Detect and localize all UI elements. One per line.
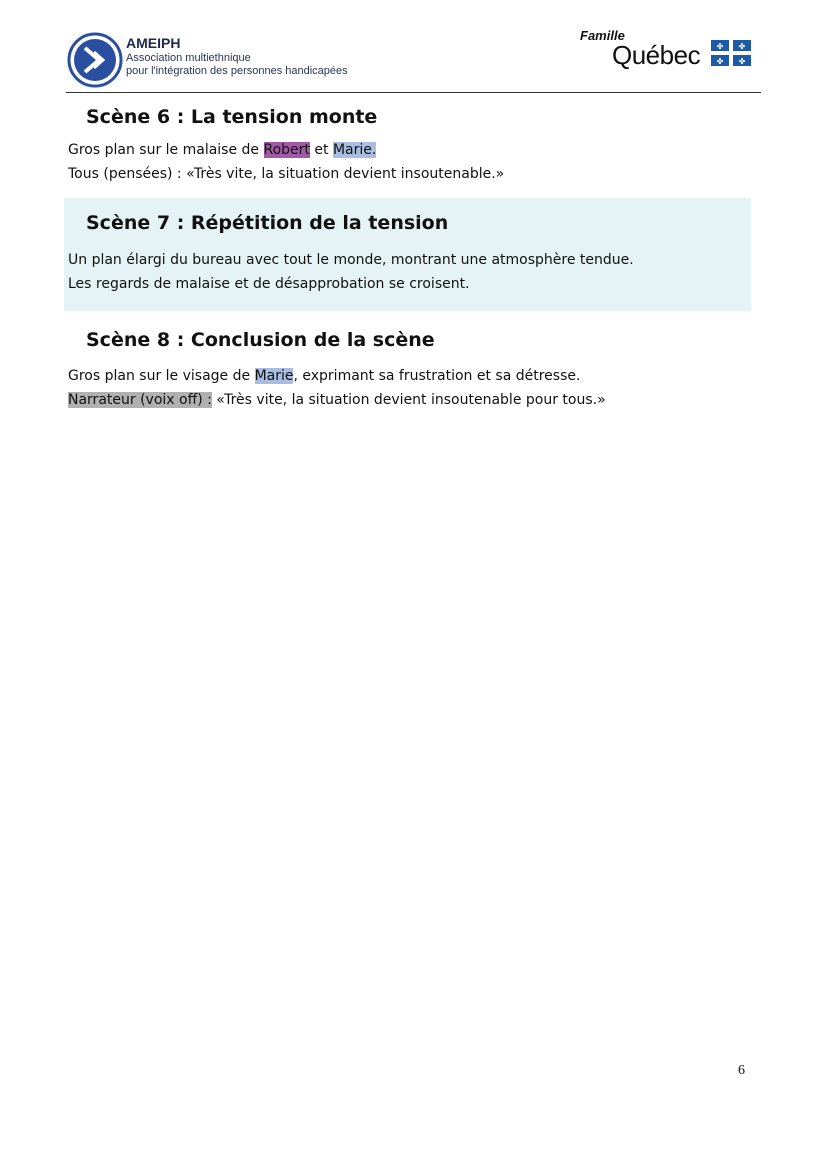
ameiph-tagline-2: pour l'intégration des personnes handicapées [126, 65, 348, 77]
scene-6-section [64, 100, 751, 196]
header-divider [66, 92, 761, 93]
page-header [0, 0, 827, 96]
svg-text:✤: ✤ [738, 42, 746, 51]
robert-highlight: Robert [263, 142, 310, 158]
ameiph-logo-icon [67, 32, 123, 88]
ameiph-tagline-1: Association multiethnique [126, 52, 251, 64]
scene-7-section [64, 198, 751, 311]
scene-7-line-1: Un plan élargi du bureau avec tout le monde, montrant une atmosphère tendue. [68, 252, 634, 268]
svg-text:✤: ✤ [738, 57, 746, 66]
famille-quebec-logo [578, 26, 758, 74]
scene-8-line-2 [68, 392, 606, 408]
marie-highlight-2: Marie [254, 368, 294, 384]
scene-6-line-1-join: et [309, 142, 333, 158]
famille-label: Famille [580, 28, 625, 43]
scene-7-line-2: Les regards de malaise et de désapprobation se croisent. [68, 276, 470, 292]
scene-8-line-1-rest: , exprimant sa frustration et sa détresse. [293, 368, 581, 384]
quebec-flag-icon [711, 40, 751, 66]
page-number: 6 [738, 1063, 745, 1078]
scene-8-section [64, 318, 751, 418]
scene-8-line-2-quote: «Très vite, la situation devient insoutenable pour tous.» [211, 392, 606, 408]
scene-6-line-1-text: Gros plan sur le malaise de [68, 142, 264, 158]
scene-8-line-1 [68, 368, 580, 384]
narrator-highlight: Narrateur (voix off) : [68, 392, 212, 408]
marie-highlight: Marie. [332, 142, 377, 158]
scene-8-line-1-text: Gros plan sur le visage de [68, 368, 255, 384]
scene-7-title: Scène 7 : Répétition de la tension [86, 212, 449, 234]
ameiph-name: AMEIPH [126, 35, 181, 51]
scene-6-line-1 [68, 142, 376, 158]
scene-6-line-2: Tous (pensées) : «Très vite, la situation devient insoutenable.» [68, 166, 505, 182]
ameiph-wordmark [126, 34, 348, 78]
scene-8-title: Scène 8 : Conclusion de la scène [86, 329, 435, 351]
svg-text:✤: ✤ [716, 57, 724, 66]
quebec-label: Québec [612, 40, 701, 70]
scene-6-title: Scène 6 : La tension monte [86, 106, 378, 128]
svg-text:✤: ✤ [716, 42, 724, 51]
